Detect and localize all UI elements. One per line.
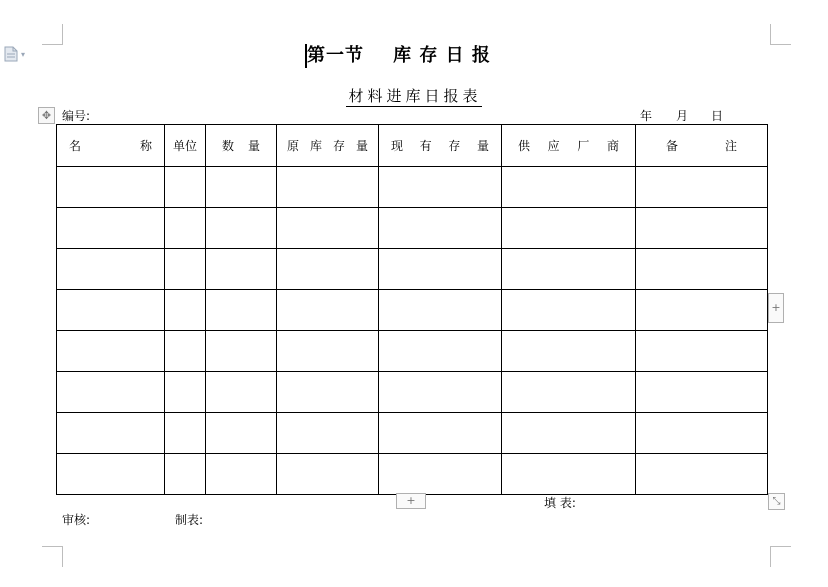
table-cell-name[interactable]: [57, 290, 165, 331]
table-cell-unit[interactable]: [165, 413, 206, 454]
table-cell-original_stock[interactable]: [277, 413, 379, 454]
table-cell-quantity[interactable]: [206, 372, 277, 413]
table-cell-original_stock[interactable]: [277, 454, 379, 495]
crop-mark-top-right: [770, 24, 791, 45]
add-row-button[interactable]: +: [396, 493, 426, 509]
table-cell-quantity[interactable]: [206, 249, 277, 290]
table-row: [57, 167, 768, 208]
chevron-down-icon: ▾: [21, 49, 26, 59]
table-cell-remarks[interactable]: [636, 249, 768, 290]
header-name-char: 名: [69, 139, 82, 153]
table-cell-original_stock[interactable]: [277, 167, 379, 208]
table-cell-original_stock[interactable]: [277, 208, 379, 249]
header-supplier-char: 应: [547, 139, 560, 153]
table-cell-unit[interactable]: [165, 249, 206, 290]
table-cell-current_stock[interactable]: [379, 290, 502, 331]
header-current-stock-char: 现: [391, 139, 404, 153]
table-row: [57, 454, 768, 495]
maker-label: 制表:: [175, 513, 204, 527]
table-cell-quantity[interactable]: [206, 454, 277, 495]
table-cell-current_stock[interactable]: [379, 372, 502, 413]
table-cell-remarks[interactable]: [636, 454, 768, 495]
table-cell-current_stock[interactable]: [379, 454, 502, 495]
header-remarks-char: 备: [666, 139, 679, 153]
header-current-stock[interactable]: [379, 125, 502, 167]
table-cell-remarks[interactable]: [636, 208, 768, 249]
table-cell-unit[interactable]: [165, 331, 206, 372]
table-cell-original_stock[interactable]: [277, 372, 379, 413]
table-row: [57, 208, 768, 249]
page-title: 第一节 库 存 日 报: [307, 45, 491, 66]
table-cell-unit[interactable]: [165, 290, 206, 331]
table-cell-current_stock[interactable]: [379, 249, 502, 290]
table-row: [57, 249, 768, 290]
table-cell-remarks[interactable]: [636, 290, 768, 331]
resize-icon[interactable]: ⤡: [768, 493, 785, 510]
crop-mark-bottom-right: [770, 546, 791, 567]
table-cell-supplier[interactable]: [502, 290, 636, 331]
header-remarks[interactable]: [636, 125, 768, 167]
header-name[interactable]: [57, 125, 165, 167]
header-unit[interactable]: [165, 125, 206, 167]
header-original-stock-char: 库: [309, 139, 322, 153]
table-cell-quantity[interactable]: [206, 167, 277, 208]
inventory-report-table: [56, 124, 768, 495]
table-cell-name[interactable]: [57, 413, 165, 454]
table-cell-remarks[interactable]: [636, 372, 768, 413]
header-name-char: 称: [139, 139, 152, 153]
header-original-stock[interactable]: [277, 125, 379, 167]
table-cell-name[interactable]: [57, 249, 165, 290]
table-cell-quantity[interactable]: [206, 208, 277, 249]
filler-label: 填 表:: [544, 496, 576, 510]
report-subtitle-text: 材料进库日报表: [348, 87, 482, 105]
report-subtitle: [0, 86, 828, 106]
header-original-stock-char: 原: [287, 139, 300, 153]
header-quantity-char: 数: [222, 139, 235, 153]
header-current-stock-char: 量: [476, 139, 489, 153]
table-cell-quantity[interactable]: [206, 413, 277, 454]
table-row: [57, 290, 768, 331]
header-original-stock-char: 量: [355, 139, 368, 153]
header-current-stock-char: 有: [419, 139, 432, 153]
number-label: 编号:: [62, 109, 91, 123]
reviewer-label: 审核:: [62, 513, 91, 527]
header-supplier-char: 供: [518, 139, 531, 153]
table-cell-unit[interactable]: [165, 208, 206, 249]
table-cell-supplier[interactable]: [502, 249, 636, 290]
table-cell-name[interactable]: [57, 167, 165, 208]
add-column-button[interactable]: +: [768, 293, 784, 323]
table-cell-original_stock[interactable]: [277, 290, 379, 331]
table-body: [57, 167, 768, 495]
page-icon: [4, 46, 18, 62]
table-cell-supplier[interactable]: [502, 372, 636, 413]
table-cell-supplier[interactable]: [502, 413, 636, 454]
table-cell-remarks[interactable]: [636, 331, 768, 372]
table-cell-supplier[interactable]: [502, 331, 636, 372]
table-cell-current_stock[interactable]: [379, 167, 502, 208]
table-cell-unit[interactable]: [165, 372, 206, 413]
table-row: [57, 372, 768, 413]
table-cell-unit[interactable]: [165, 454, 206, 495]
table-cell-current_stock[interactable]: [379, 331, 502, 372]
table-cell-unit[interactable]: [165, 167, 206, 208]
table-row: [57, 413, 768, 454]
table-cell-name[interactable]: [57, 331, 165, 372]
table-cell-supplier[interactable]: [502, 454, 636, 495]
table-cell-current_stock[interactable]: [379, 413, 502, 454]
header-quantity[interactable]: [206, 125, 277, 167]
date-day-label: 日: [711, 109, 724, 123]
table-cell-remarks[interactable]: [636, 167, 768, 208]
header-supplier[interactable]: [502, 125, 636, 167]
date-year-label: 年: [640, 109, 653, 123]
header-original-stock-char: 存: [332, 139, 345, 153]
table-cell-original_stock[interactable]: [277, 249, 379, 290]
document-icon[interactable]: [4, 46, 32, 62]
table-header-row: [57, 125, 768, 167]
move-icon[interactable]: ✥: [38, 107, 55, 124]
header-supplier-char: 厂: [577, 139, 590, 153]
header-unit-text: 单位: [172, 139, 197, 153]
header-remarks-char: 注: [724, 139, 737, 153]
table-cell-current_stock[interactable]: [379, 208, 502, 249]
header-supplier-char: 商: [606, 139, 619, 153]
table-cell-original_stock[interactable]: [277, 331, 379, 372]
table-cell-supplier[interactable]: [502, 208, 636, 249]
header-quantity-char: 量: [247, 139, 260, 153]
crop-mark-bottom-left: [42, 546, 63, 567]
table-row: [57, 331, 768, 372]
table-cell-quantity[interactable]: [206, 331, 277, 372]
table-cell-remarks[interactable]: [636, 413, 768, 454]
table-cell-name[interactable]: [57, 208, 165, 249]
header-current-stock-char: 存: [448, 139, 461, 153]
table-cell-quantity[interactable]: [206, 290, 277, 331]
table-cell-name[interactable]: [57, 372, 165, 413]
crop-mark-top-left: [42, 24, 63, 45]
table-cell-supplier[interactable]: [502, 167, 636, 208]
date-month-label: 月: [676, 109, 689, 123]
table-cell-name[interactable]: [57, 454, 165, 495]
